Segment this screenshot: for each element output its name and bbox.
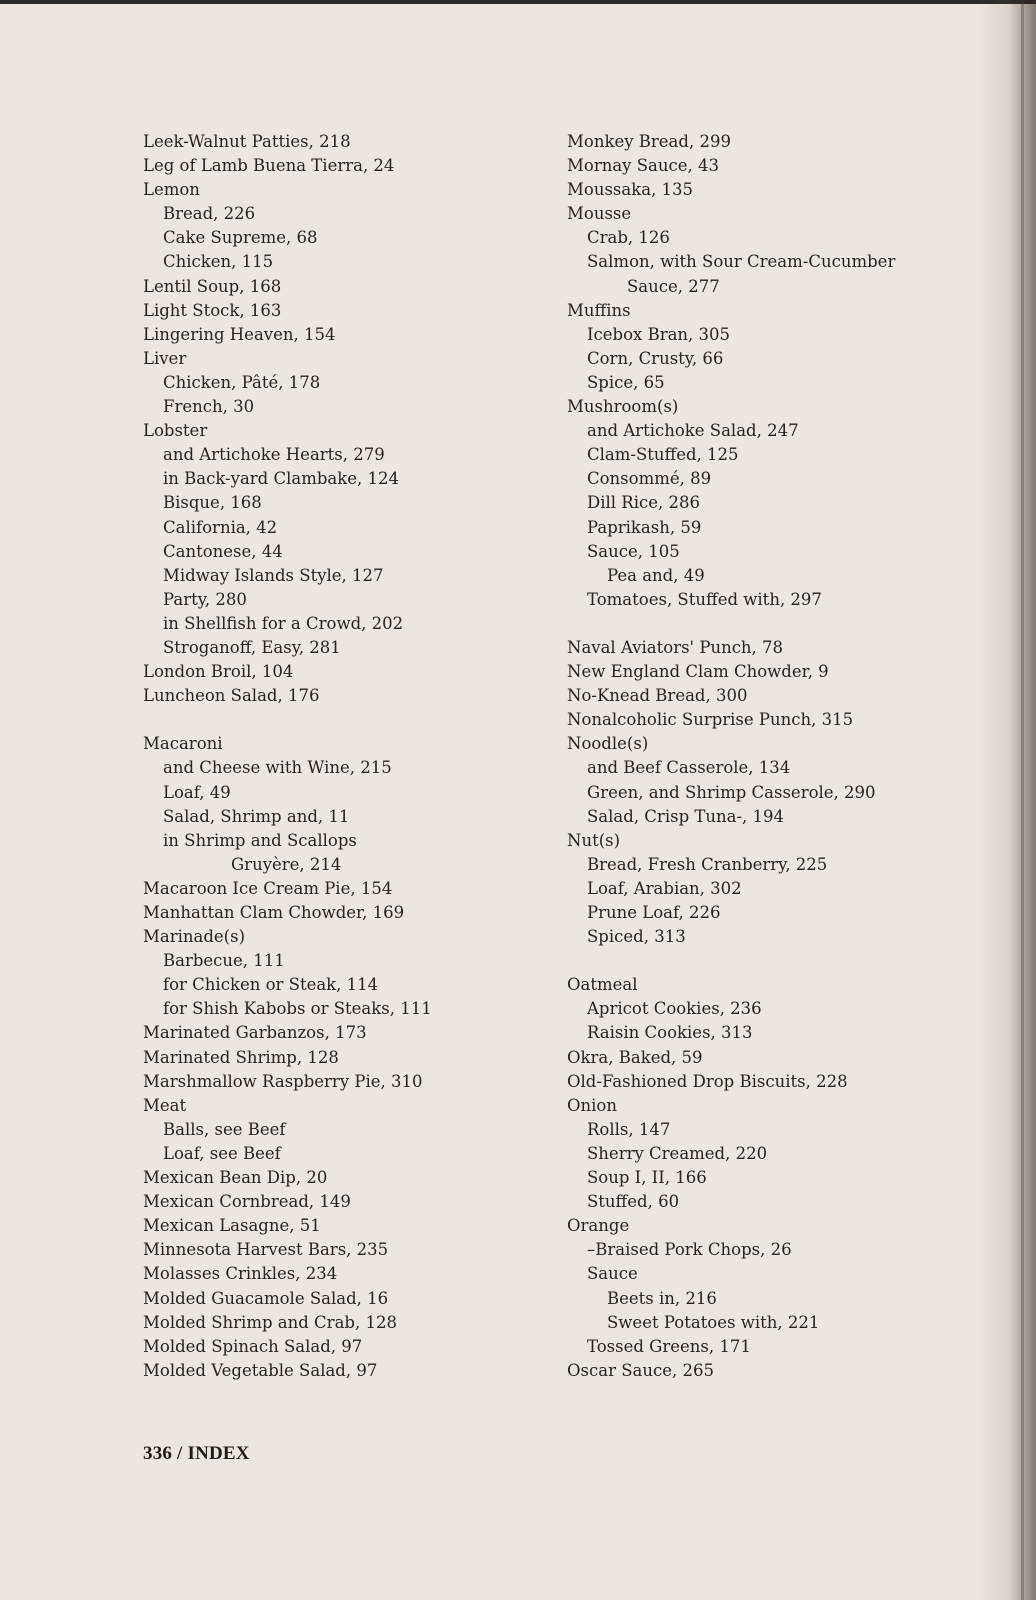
index-entry: Molasses Crinkles, 234 bbox=[143, 1264, 338, 1284]
index-entry: Mushroom(s) bbox=[567, 397, 679, 417]
index-entry: Nonalcoholic Surprise Punch, 315 bbox=[567, 710, 854, 730]
index-subentry: and Cheese with Wine, 215 bbox=[163, 758, 392, 778]
index-subentry: Salad, Crisp Tuna-, 194 bbox=[587, 806, 785, 826]
index-subentry: Rolls, 147 bbox=[587, 1119, 671, 1139]
index-entry: Leg of Lamb Buena Tierra, 24 bbox=[143, 156, 395, 176]
index-subentry: Icebox Bran, 305 bbox=[587, 324, 731, 344]
index-subentry: Gruyère, 214 bbox=[231, 854, 342, 874]
index-subentry: Soup I, II, 166 bbox=[587, 1168, 707, 1188]
index-entry: Mexican Cornbread, 149 bbox=[143, 1192, 351, 1212]
index-subentry: Sauce, 105 bbox=[587, 541, 680, 561]
index-subentry: Midway Islands Style, 127 bbox=[163, 565, 384, 585]
index-subentry: Salad, Shrimp and, 11 bbox=[163, 806, 350, 826]
index-subentry: and Artichoke Hearts, 279 bbox=[163, 445, 385, 465]
index-entry: Oatmeal bbox=[567, 975, 638, 995]
index-subentry: Beets in, 216 bbox=[607, 1288, 717, 1308]
index-entry: Old-Fashioned Drop Biscuits, 228 bbox=[567, 1071, 848, 1091]
index-entry: Onion bbox=[567, 1095, 617, 1115]
index-entry: Lingering Heaven, 154 bbox=[143, 324, 336, 344]
index-subentry: Crab, 126 bbox=[587, 228, 670, 248]
index-subentry: and Artichoke Salad, 247 bbox=[587, 421, 799, 441]
index-entry: Orange bbox=[567, 1216, 630, 1236]
binding-shadow bbox=[976, 0, 1036, 1600]
index-entry: Lemon bbox=[143, 180, 200, 200]
index-subentry: Consommé, 89 bbox=[587, 469, 712, 489]
index-entry: Monkey Bread, 299 bbox=[567, 132, 731, 151]
index-subentry: in Shellfish for a Crowd, 202 bbox=[163, 613, 404, 633]
index-column-left bbox=[143, 130, 543, 1383]
index-entry: Liver bbox=[143, 348, 187, 368]
index-subentry: for Chicken or Steak, 114 bbox=[163, 975, 379, 995]
index-subentry: Corn, Crusty, 66 bbox=[587, 348, 724, 368]
index-entry: Mousse bbox=[567, 204, 632, 224]
index-subentry: Prune Loaf, 226 bbox=[587, 903, 721, 922]
section-gap bbox=[567, 949, 967, 973]
index-subentry: Raisin Cookies, 313 bbox=[587, 1023, 753, 1043]
index-entry: Meat bbox=[143, 1095, 187, 1115]
index-entry: Minnesota Harvest Bars, 235 bbox=[143, 1240, 389, 1260]
index-subentry: Party, 280 bbox=[163, 589, 247, 609]
index-subentry: Sauce bbox=[587, 1264, 638, 1284]
index-subentry: Sherry Creamed, 220 bbox=[587, 1143, 768, 1163]
index-entry: London Broil, 104 bbox=[143, 662, 294, 682]
index-entry: Mexican Lasagne, 51 bbox=[143, 1216, 321, 1236]
index-subentry: Bread, Fresh Cranberry, 225 bbox=[587, 854, 828, 874]
index-subentry: Loaf, see Beef bbox=[163, 1143, 281, 1163]
index-subentry: for Shish Kabobs or Steaks, 111 bbox=[163, 999, 432, 1019]
section-gap bbox=[567, 612, 967, 636]
index-entry: Naval Aviators' Punch, 78 bbox=[567, 637, 784, 657]
index-entry: Mexican Bean Dip, 20 bbox=[143, 1168, 328, 1188]
index-subentry: Sauce, 277 bbox=[627, 276, 720, 296]
index-subentry: Sweet Potatoes with, 221 bbox=[607, 1312, 820, 1332]
index-entry: Marinated Shrimp, 128 bbox=[143, 1047, 339, 1067]
index-subentry: Spiced, 313 bbox=[587, 927, 686, 947]
index-subentry: French, 30 bbox=[163, 397, 255, 417]
index-subentry: Green, and Shrimp Casserole, 290 bbox=[587, 782, 876, 802]
index-entry: Lobster bbox=[143, 421, 208, 441]
index-entry: Lentil Soup, 168 bbox=[143, 276, 282, 296]
index-subentry: Bread, 226 bbox=[163, 204, 256, 224]
index-subentry: Cantonese, 44 bbox=[163, 541, 283, 561]
section-gap bbox=[143, 708, 543, 732]
index-subentry: Bisque, 168 bbox=[163, 493, 262, 513]
index-entry: Okra, Baked, 59 bbox=[567, 1047, 703, 1067]
index-entry: Nut(s) bbox=[567, 830, 621, 850]
index-subentry: Barbecue, 111 bbox=[163, 951, 285, 971]
index-subentry: Cake Supreme, 68 bbox=[163, 228, 318, 248]
index-subentry: in Shrimp and Scallops bbox=[163, 830, 357, 850]
index-entry: Leek-Walnut Patties, 218 bbox=[143, 132, 351, 151]
index-subentry: California, 42 bbox=[163, 517, 278, 537]
index-entry: Noodle(s) bbox=[567, 734, 649, 754]
index-entry: Marinade(s) bbox=[143, 927, 246, 947]
index-entry: Marinated Garbanzos, 173 bbox=[143, 1023, 367, 1043]
index-entry: Molded Vegetable Salad, 97 bbox=[143, 1360, 378, 1380]
page-top-edge bbox=[0, 0, 1036, 4]
index-entry: Muffins bbox=[567, 300, 631, 320]
index-subentry: Salmon, with Sour Cream-Cucumber bbox=[587, 252, 896, 272]
index-entry: Manhattan Clam Chowder, 169 bbox=[143, 903, 405, 922]
index-subentry: Pea and, 49 bbox=[607, 565, 705, 585]
index-entry: Luncheon Salad, 176 bbox=[143, 686, 320, 706]
index-subentry: Stuffed, 60 bbox=[587, 1192, 680, 1212]
index-entry: No-Knead Bread, 300 bbox=[567, 686, 748, 706]
index-subentry: Dill Rice, 286 bbox=[587, 493, 700, 513]
index-entry: New England Clam Chowder, 9 bbox=[567, 662, 829, 682]
index-entry: Macaroon Ice Cream Pie, 154 bbox=[143, 878, 393, 898]
index-subentry: Balls, see Beef bbox=[163, 1119, 286, 1139]
index-entry: Marshmallow Raspberry Pie, 310 bbox=[143, 1071, 423, 1091]
index-subentry: Spice, 65 bbox=[587, 372, 665, 392]
index-subentry: Clam-Stuffed, 125 bbox=[587, 445, 739, 465]
index-subentry: Chicken, 115 bbox=[163, 252, 274, 272]
index-subentry: Apricot Cookies, 236 bbox=[587, 999, 762, 1019]
index-column-right bbox=[567, 130, 967, 1383]
index-entry: Oscar Sauce, 265 bbox=[567, 1360, 714, 1380]
index-entry: Macaroni bbox=[143, 734, 223, 754]
page-footer: 336 / INDEX bbox=[143, 1443, 250, 1464]
index-subentry: and Beef Casserole, 134 bbox=[587, 758, 791, 778]
index-subentry: –Braised Pork Chops, 26 bbox=[587, 1240, 792, 1260]
index-entry: Molded Guacamole Salad, 16 bbox=[143, 1288, 389, 1308]
index-entry: Moussaka, 135 bbox=[567, 180, 694, 200]
index-entry: Molded Shrimp and Crab, 128 bbox=[143, 1312, 397, 1332]
index-subentry: Loaf, 49 bbox=[163, 782, 231, 802]
index-subentry: Tossed Greens, 171 bbox=[587, 1336, 751, 1356]
index-subentry: Chicken, Pâté, 178 bbox=[163, 372, 321, 392]
index-subentry: in Back-yard Clambake, 124 bbox=[163, 469, 400, 489]
binding-edge bbox=[1021, 0, 1024, 1600]
index-subentry: Paprikash, 59 bbox=[587, 517, 702, 537]
index-subentry: Stroganoff, Easy, 281 bbox=[163, 637, 341, 657]
index-entry: Molded Spinach Salad, 97 bbox=[143, 1336, 363, 1356]
index-entry: Light Stock, 163 bbox=[143, 300, 282, 320]
index-subentry: Tomatoes, Stuffed with, 297 bbox=[587, 589, 822, 609]
index-entry: Mornay Sauce, 43 bbox=[567, 156, 720, 176]
index-subentry: Loaf, Arabian, 302 bbox=[587, 878, 742, 898]
